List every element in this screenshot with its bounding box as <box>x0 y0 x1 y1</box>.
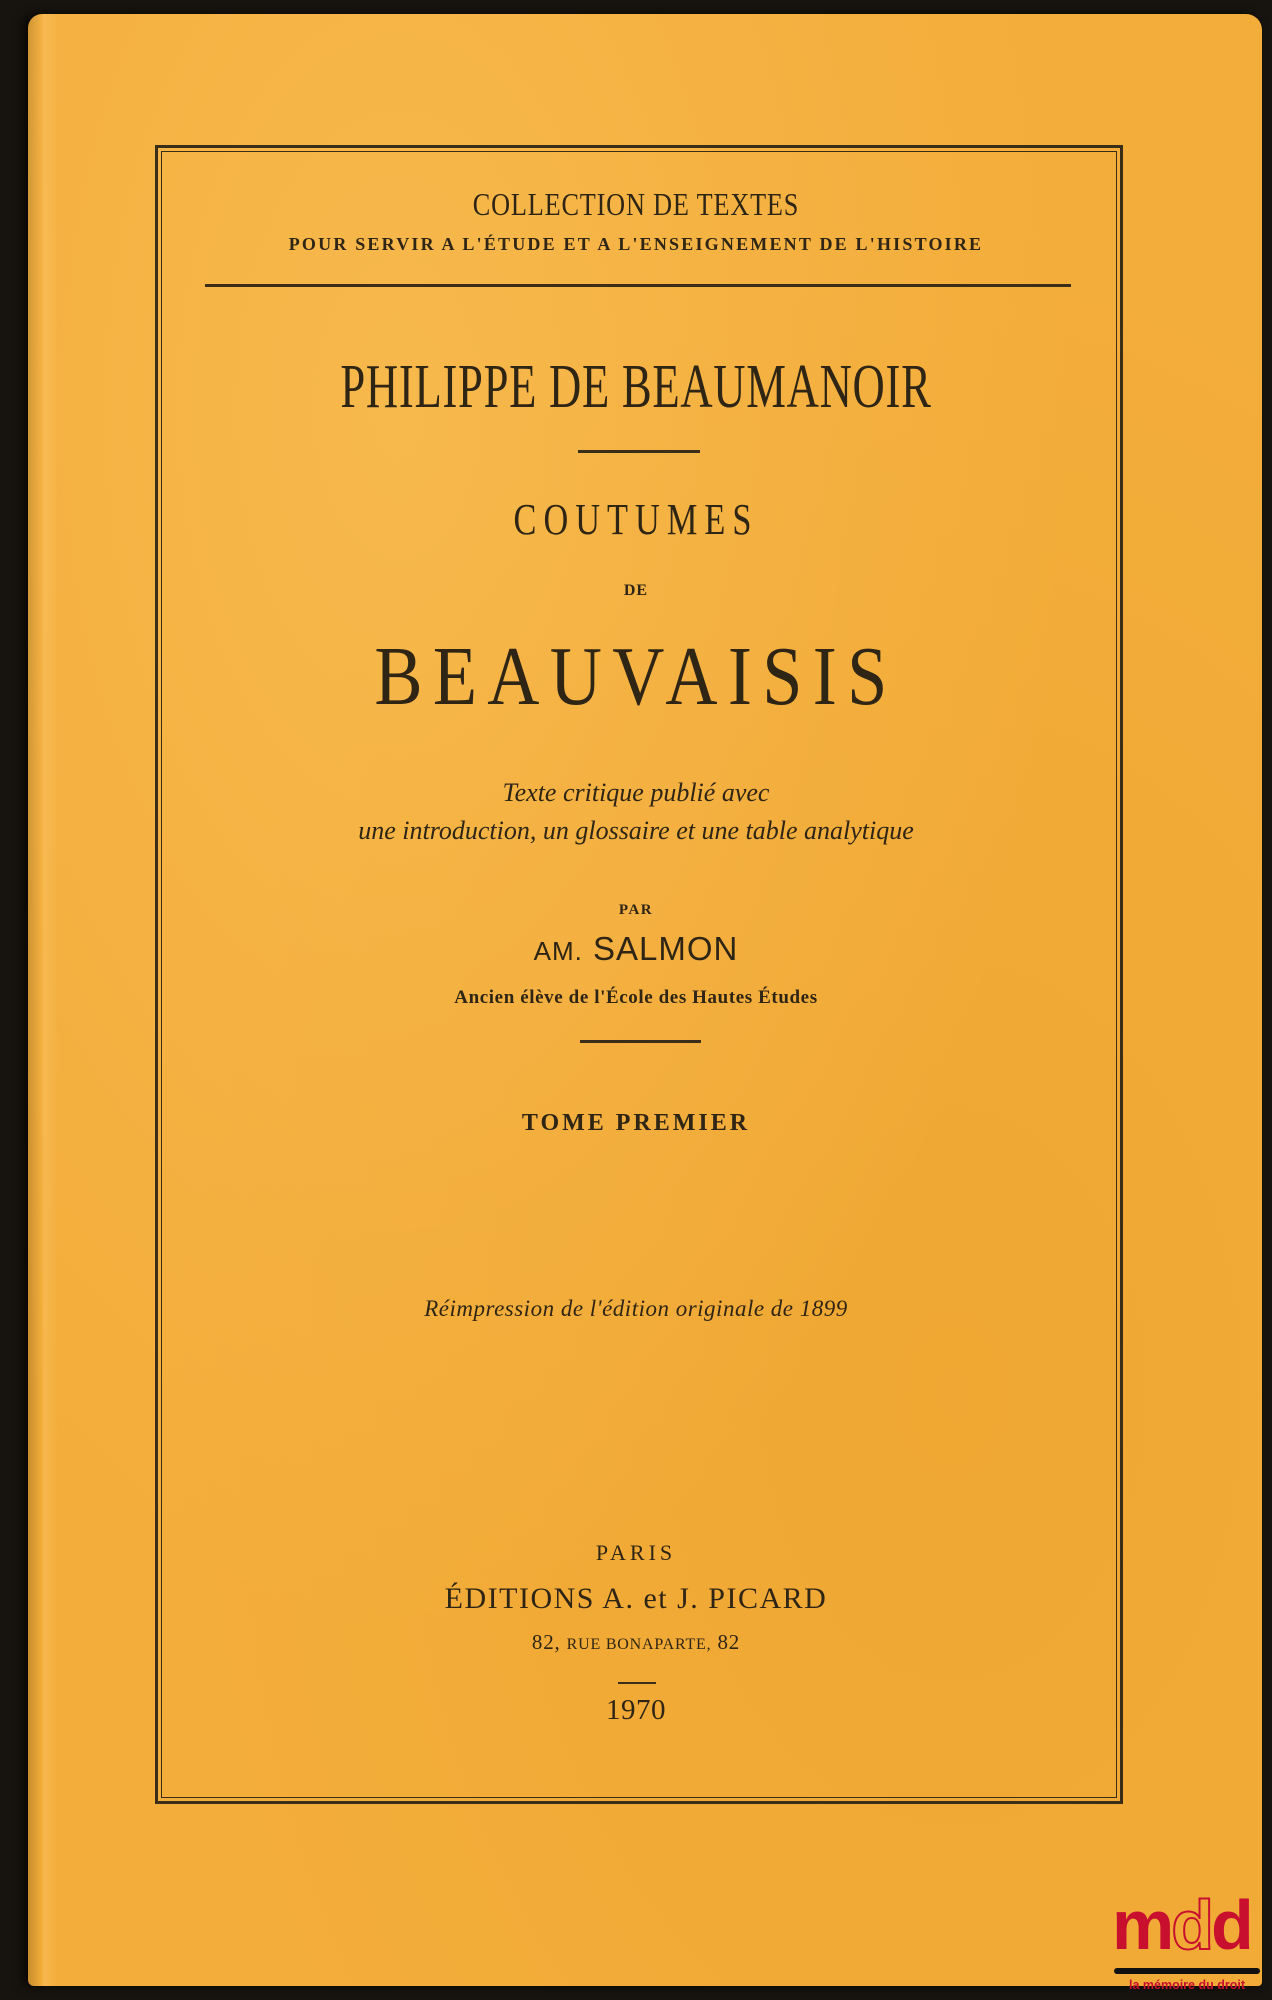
imprint-year: 1970 <box>606 1694 666 1726</box>
mdd-logo-bar <box>1114 1968 1260 1974</box>
volume-label: TOME PREMIER <box>521 1110 751 1136</box>
by-label: PAR <box>618 902 654 918</box>
imprint-publisher: ÉDITIONS A. et J. PICARD <box>444 1582 828 1615</box>
description-line-2: une introduction, un glossaire et une table analytique <box>358 816 914 845</box>
mdd-letter-m: m <box>1112 1886 1172 1964</box>
editor-divider <box>580 1040 701 1043</box>
title-line-2: BEAUVAISIS <box>374 630 898 723</box>
title-connector: DE <box>623 582 649 599</box>
collection-subtitle: POUR SERVIR A L'ÉTUDE ET A L'ENSEIGNEMENT DE L'HISTOIRE <box>288 234 984 254</box>
author-divider <box>578 450 700 453</box>
editor-surname: SALMON <box>593 930 739 967</box>
author-name: PHILIPPE DE BEAUMANOIR <box>340 353 932 421</box>
imprint-city: PARIS <box>595 1540 677 1565</box>
mdd-tagline: la mémoire du droit <box>1129 1978 1245 1992</box>
editor-prefix: AM. <box>533 936 583 966</box>
mdd-letter-d: d <box>1211 1886 1251 1964</box>
mdd-watermark-logo <box>1112 1886 1262 1995</box>
mdd-logo-letters <box>1112 1886 1251 1964</box>
collection-title: COLLECTION DE TEXTES <box>472 186 800 222</box>
imprint-address <box>0 1630 1272 1655</box>
address-number-2: 82 <box>717 1630 741 1654</box>
address-number-1: 82, <box>531 1630 561 1654</box>
reprint-note: Réimpression de l'édition originale de 1899 <box>424 1296 848 1321</box>
mdd-letter-d-outline: d <box>1171 1886 1212 1964</box>
imprint-divider <box>618 1682 656 1684</box>
address-street: RUE BONAPARTE, <box>566 1636 712 1653</box>
header-divider <box>205 284 1071 287</box>
editor-name <box>0 930 1272 968</box>
editor-affiliation: Ancien élève de l'École des Hautes Études <box>454 987 818 1008</box>
title-line-1: COUTUMES <box>513 495 759 544</box>
description-line-1: Texte critique publié avec <box>502 778 770 807</box>
